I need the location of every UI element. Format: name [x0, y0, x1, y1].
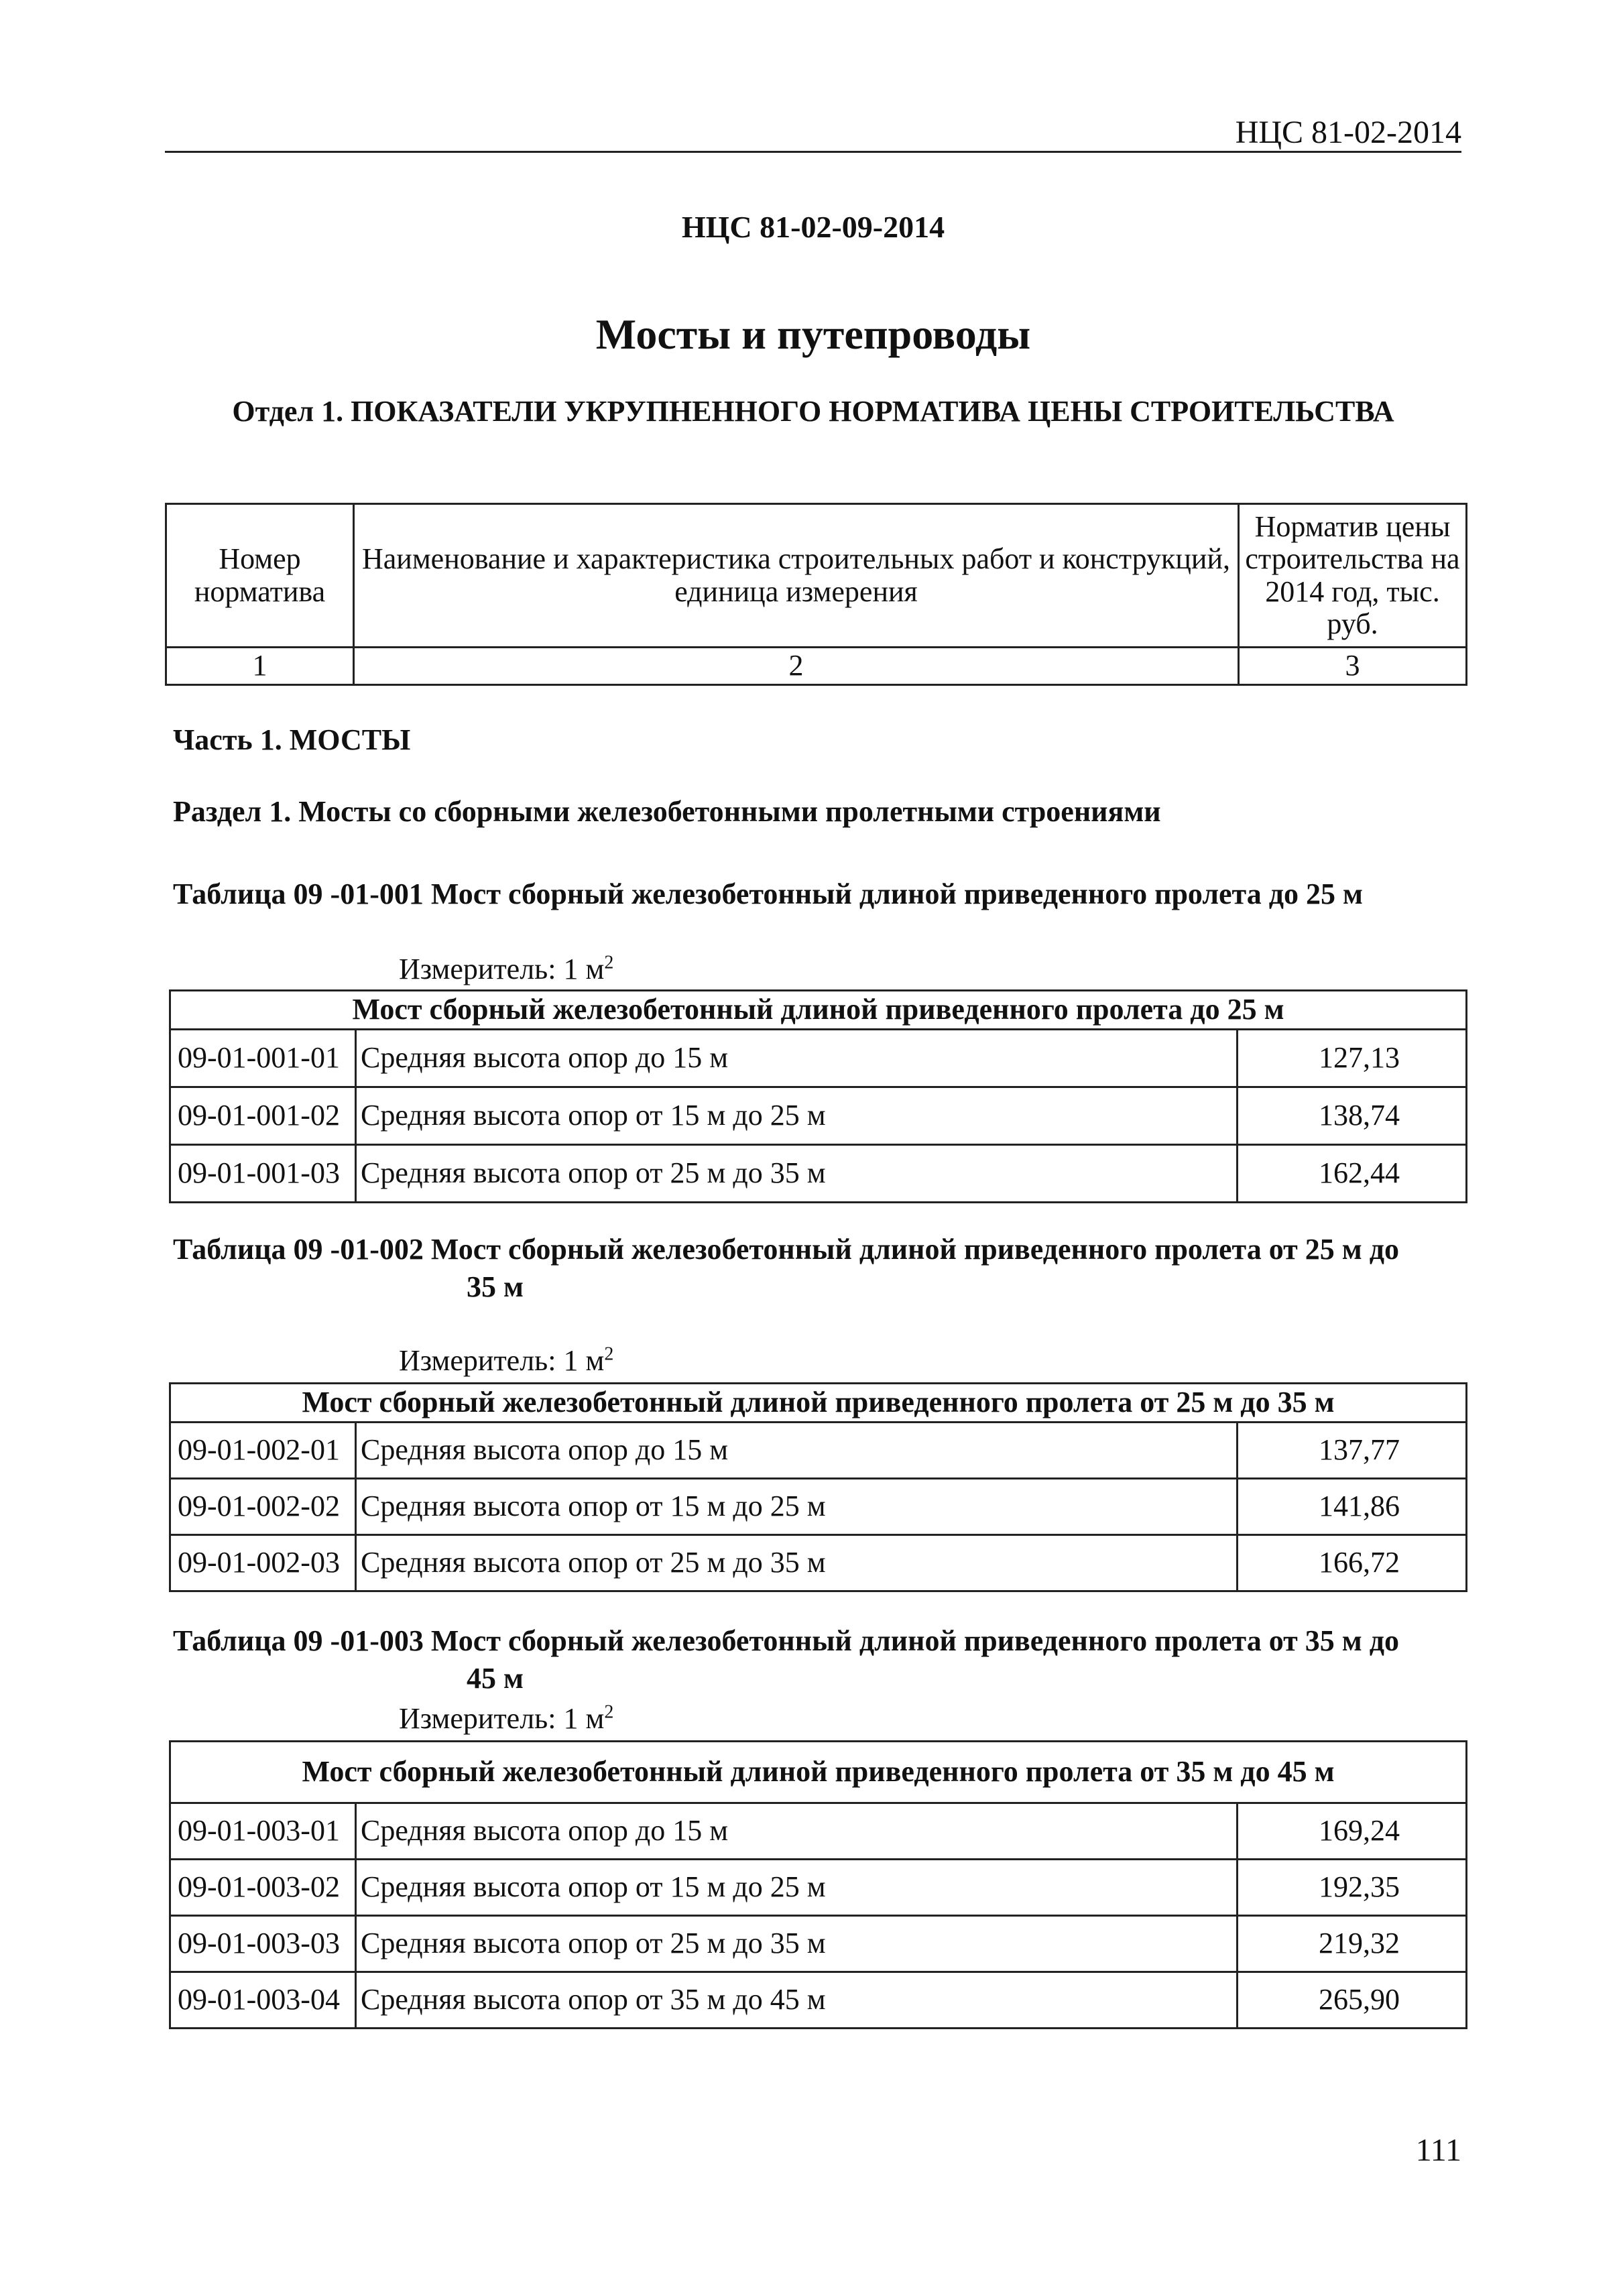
row-code: 09-01-003-04	[170, 1972, 356, 2029]
table-row	[170, 1479, 1467, 1535]
price-table	[169, 1382, 1467, 1592]
row-code: 09-01-002-01	[170, 1423, 356, 1479]
row-code: 09-01-001-01	[170, 1030, 356, 1087]
section-title: Отдел 1. ПОКАЗАТЕЛИ УКРУПНЕННОГО НОРМАТИВА ЦЕНЫ СТРОИТЕЛЬСТВА	[232, 395, 1394, 428]
table-row	[170, 1972, 1467, 2029]
row-code: 09-01-001-03	[170, 1145, 356, 1203]
row-value: 265,90	[1238, 1972, 1467, 2029]
row-name: Средняя высота опор от 35 м до 45 м	[356, 1972, 1238, 2029]
row-value: 162,44	[1238, 1145, 1467, 1203]
table-title	[173, 875, 1460, 913]
row-code: 09-01-003-03	[170, 1916, 356, 1972]
measure-exponent: 2	[604, 952, 614, 973]
header-number-2: 2	[354, 648, 1239, 685]
table-row	[170, 1145, 1467, 1203]
header-number-1: 1	[166, 648, 354, 685]
measure-exponent: 2	[604, 1343, 614, 1365]
table-row	[170, 1087, 1467, 1145]
row-value: 169,24	[1238, 1803, 1467, 1860]
table-row	[170, 1030, 1467, 1087]
table-row	[170, 1860, 1467, 1916]
table-row	[170, 1423, 1467, 1479]
header-rule	[165, 151, 1461, 153]
table-row	[170, 1916, 1467, 1972]
document-code: НЦС 81-02-09-2014	[681, 210, 945, 244]
page-number: 111	[1415, 2132, 1461, 2168]
row-value: 141,86	[1238, 1479, 1467, 1535]
row-code: 09-01-002-02	[170, 1479, 356, 1535]
measure-exponent: 2	[604, 1701, 614, 1723]
row-name: Средняя высота опор до 15 м	[356, 1423, 1238, 1479]
part-title: Часть 1. МОСТЫ	[173, 723, 411, 756]
table-row	[170, 1535, 1467, 1591]
measure-label	[399, 1343, 613, 1378]
table-title	[173, 1622, 1460, 1697]
table-title	[173, 1231, 1460, 1306]
row-name: Средняя высота опор от 25 м до 35 м	[356, 1916, 1238, 1972]
measure-text: Измеритель: 1 м	[399, 1344, 605, 1377]
table-title-line: 45 м	[467, 1662, 524, 1695]
row-name: Средняя высота опор от 15 м до 25 м	[356, 1860, 1238, 1916]
row-value: 127,13	[1238, 1030, 1467, 1087]
table-title-line: Таблица 09 -01-002 Мост сборный железобетонный длиной приведенного пролета от 25 м до	[173, 1233, 1399, 1266]
row-name: Средняя высота опор от 25 м до 35 м	[356, 1535, 1238, 1591]
row-value: 192,35	[1238, 1860, 1467, 1916]
header-number-3: 3	[1239, 648, 1467, 685]
row-name: Средняя высота опор от 25 м до 35 м	[356, 1145, 1238, 1203]
table-title-line: Таблица 09 -01-001 Мост сборный железобетонный длиной приведенного пролета до 25 м	[173, 878, 1363, 910]
row-name: Средняя высота опор от 15 м до 25 м	[356, 1087, 1238, 1145]
table-row	[170, 1803, 1467, 1860]
header-cell-code: Номер норматива	[166, 504, 354, 648]
table-caption: Мост сборный железобетонный длиной приведенного пролета до 25 м	[170, 991, 1467, 1030]
table-title-line: Таблица 09 -01-003 Мост сборный железобетонный длиной приведенного пролета от 35 м до	[173, 1624, 1399, 1657]
row-code: 09-01-003-02	[170, 1860, 356, 1916]
measure-label	[399, 1701, 613, 1736]
row-name: Средняя высота опор от 15 м до 25 м	[356, 1479, 1238, 1535]
row-code: 09-01-001-02	[170, 1087, 356, 1145]
row-value: 219,32	[1238, 1916, 1467, 1972]
table-caption: Мост сборный железобетонный длиной приведенного пролета от 35 м до 45 м	[170, 1742, 1467, 1803]
row-code: 09-01-003-01	[170, 1803, 356, 1860]
division-title: Раздел 1. Мосты со сборными железобетонными пролетными строениями	[173, 795, 1161, 828]
row-name: Средняя высота опор до 15 м	[356, 1030, 1238, 1087]
document-title: Мосты и путепроводы	[595, 310, 1031, 358]
table-title-line: 35 м	[467, 1270, 524, 1303]
row-code: 09-01-002-03	[170, 1535, 356, 1591]
row-value: 137,77	[1238, 1423, 1467, 1479]
measure-text: Измеритель: 1 м	[399, 1702, 605, 1735]
row-value: 138,74	[1238, 1087, 1467, 1145]
row-name: Средняя высота опор до 15 м	[356, 1803, 1238, 1860]
running-header: НЦС 81-02-2014	[1235, 115, 1461, 150]
table-caption: Мост сборный железобетонный длиной приведенного пролета от 25 м до 35 м	[170, 1384, 1467, 1423]
price-table	[169, 989, 1467, 1203]
header-cell-name: Наименование и характеристика строительных работ и конструкций, единица измерения	[354, 504, 1239, 648]
row-value: 166,72	[1238, 1535, 1467, 1591]
price-table	[169, 1740, 1467, 2029]
measure-label	[399, 952, 613, 986]
column-header-table	[165, 503, 1467, 686]
measure-text: Измеритель: 1 м	[399, 953, 605, 985]
header-cell-price: Норматив цены строительства на 2014 год, тыс. руб.	[1239, 504, 1467, 648]
